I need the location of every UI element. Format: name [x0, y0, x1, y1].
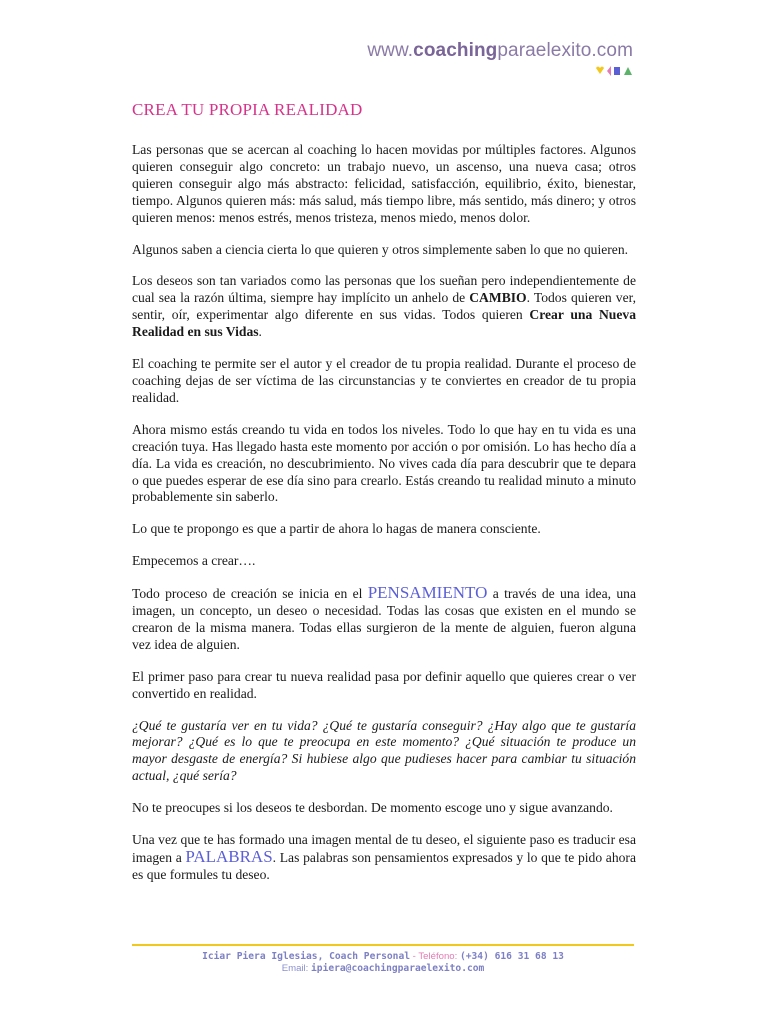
footer-contact-line: Iciar Piera Iglesias, Coach Personal - Teléfono: (+34) 616 31 68 13: [202, 951, 564, 962]
paragraph-2: Algunos saben a ciencia cierta lo que quieren y otros simplemente saben lo que no quieren.: [132, 241, 629, 257]
footer-email-link[interactable]: ipiera@coachingparaelexito.com: [311, 963, 485, 974]
footer: [132, 951, 634, 975]
paragraph-1: Las personas que se acercan al coaching lo hacen movidas por múltiples factores. Algunos quieren conseguir algo concreto: un trabajo nuevo, un ascenso, una nueva casa; otros quieren conseguir algo más abstracto: felicidad, satisfacción, equilibrio, éxito, bienestar, tiempo. Algunos quieren más: más salud, más tiempo libre, más sentido, más dinero; y otros quieren menos: menos estrés, menos tristeza, menos miedo, menos dolor.: [132, 142, 636, 225]
footer-phone: (+34) 616 31 68 13: [459, 951, 564, 962]
pensamiento-highlight: PENSAMIENTO: [367, 583, 488, 603]
logo-marks-icon: [594, 65, 634, 77]
paragraph-11: No te preocupes si los deseos te desbordan. De momento escoge uno y sigue avanzando.: [132, 800, 613, 816]
crear-realidad-emphasis: Crear una Nueva Realidad en sus Vidas: [132, 307, 636, 340]
footer-name: Iciar Piera Iglesias, Coach Personal: [202, 951, 410, 962]
site-header: [367, 40, 633, 62]
palabras-highlight: PALABRAS: [185, 847, 273, 866]
document-body: [132, 100, 636, 899]
paragraph-8: Todo proceso de creación se inicia en el PENSAMIENTO a través de una idea, una imagen, un concepto, un deseo o necesidad. Todas las cosas que existen en el mundo se crearon de la misma manera. Todas ellas surgieron de la mente de alguien, fueron alguna vez idea de alguien.: [132, 583, 636, 652]
paragraph-6: Lo que te propongo es que a partir de ahora lo hagas de manera consciente.: [132, 521, 541, 537]
questions-paragraph: ¿Qué te gustaría ver en tu vida? ¿Qué te gustaría conseguir? ¿Hay algo que te gustaría mejorar? ¿Qué es lo que te preocupa en este momento? ¿Qué situación te produce un mayor desgaste de energía? Si hubiese algo que pudieses hacer para cambiar tu situación actual, ¿qué sería?: [132, 717, 636, 784]
footer-email-label: Email:: [281, 963, 312, 974]
paragraph-12: Una vez que te has formado una imagen mental de tu deseo, el siguiente paso es traducir esa imagen a PALABRAS. Las palabras son pensamientos expresados y lo que te pido ahora es que formules tu deseo.: [132, 832, 636, 882]
site-url[interactable]: www.coachingparaelexito.com: [367, 40, 633, 61]
footer-email-line: [132, 963, 634, 975]
page-title: CREA TU PROPIA REALIDAD: [132, 100, 363, 119]
footer-phone-label: Teléfono:: [418, 951, 460, 962]
footer-divider: [132, 944, 634, 946]
paragraph-5: Ahora mismo estás creando tu vida en todos los niveles. Todo lo que hay en tu vida es una creación tuya. Has llegado hasta este momento por acción o por omisión. Lo has hecho día a día. La vida es creación, no descubrimiento. No vives cada día para descubrir que te depara o que puedes esperar de ese día sino para crearlo. Estás creando tu realidad minuto a minuto probablemente sin saberlo.: [132, 421, 636, 505]
paragraph-4: El coaching te permite ser el autor y el creador de tu propia realidad. Durante el proceso de coaching dejas de ser víctima de las circunstancias y te conviertes en creador de tu propia realidad.: [132, 356, 636, 405]
paragraph-3: Los deseos son tan variados como las personas que los sueñan pero independientemente de cual sea la razón última, siempre hay implícito un anhelo de CAMBIO. Todos quieren ver, sentir, oír, experimentar algo diferente en sus vidas. Todos quieren Crear una Nueva Realidad en sus Vidas.: [132, 273, 636, 340]
paragraph-9: El primer paso para crear tu nueva realidad pasa por definir aquello que quieres crear o ver convertido en realidad.: [132, 668, 636, 701]
paragraph-7: Empecemos a crear….: [132, 553, 256, 569]
cambio-emphasis: CAMBIO: [469, 290, 527, 306]
